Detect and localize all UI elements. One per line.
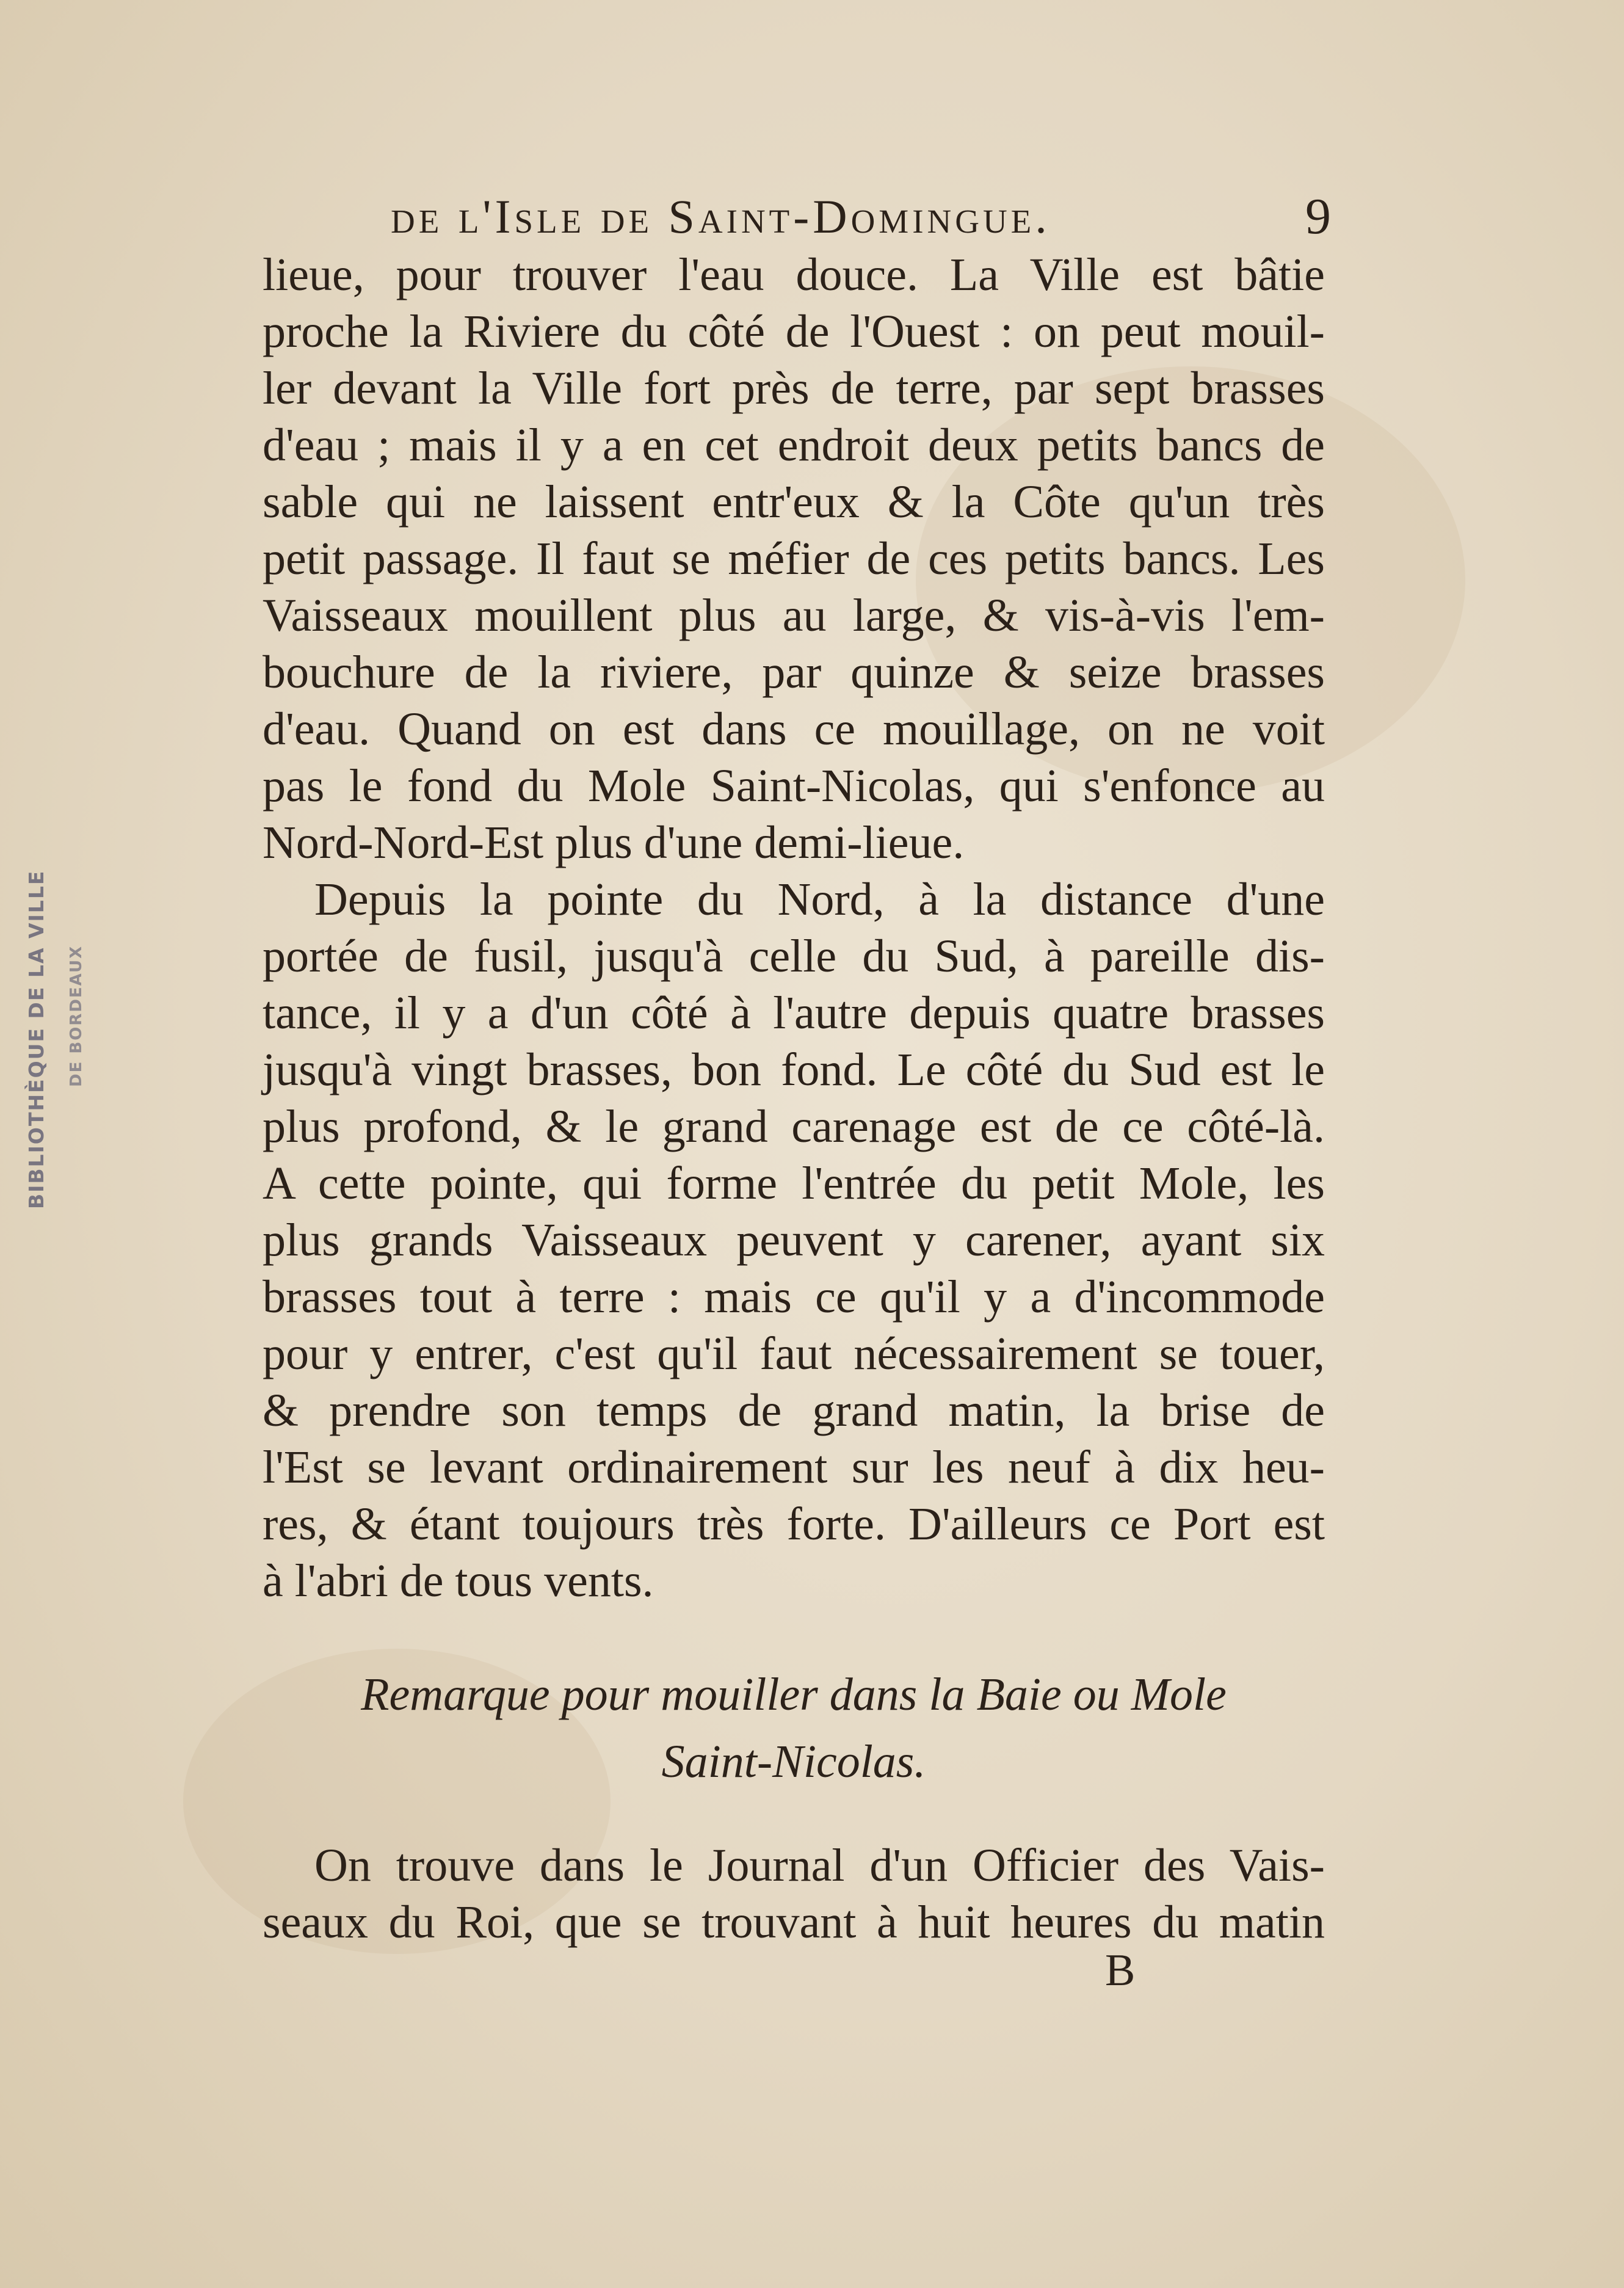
stamp-line-2: DE BORDEAUX [67,945,85,1087]
running-head [391,183,1331,250]
text-line: l'Est se levant ordinairement sur les neuf à dix heu- [263,1442,1325,1493]
text-line: d'eau ; mais il y a en cet endroit deux petits bancs de [263,419,1325,471]
text-line: jusqu'à vingt brasses, bon fond. Le côté du Sud est le [263,1044,1325,1095]
text-line: On trouve dans le Journal d'un Officier des Vais- [314,1840,1325,1891]
text-line: pour y entrer, c'est qu'il faut nécessairement se touer, [263,1328,1325,1379]
section-heading-line-1: Remarque pour mouiller dans la Baie ou Mole [361,1669,1227,1720]
text-line: plus profond, & le grand carenage est de ce côté-là. [263,1101,1325,1152]
text-line: bouchure de la riviere, par quinze & seize brasses [263,647,1325,698]
section-heading-line-2: Saint-Nicolas. [661,1736,926,1787]
text-line: d'eau. Quand on est dans ce mouillage, on ne voit [263,703,1325,755]
text-line: res, & étant toujours très forte. D'ailleurs ce Port est [263,1498,1325,1550]
text-line: seaux du Roi, que se trouvant à huit heures du matin [263,1897,1325,1948]
text-line: tance, il y a d'un côté à l'autre depuis quatre brasses [263,987,1325,1039]
text-line: petit passage. Il faut se méfier de ces petits bancs. Les [263,533,1325,584]
text-line: pas le fond du Mole Saint-Nicolas, qui s'enfonce au [263,760,1325,812]
text-line: Depuis la pointe du Nord, à la distance d'une [314,874,1325,925]
running-title: de l'Isle de Saint-Domingue. [391,190,1051,243]
text-line: ler devant la Ville fort près de terre, par sept brasses [263,363,1325,414]
text-line: sable qui ne laissent entr'eux & la Côte qu'un très [263,476,1325,528]
text-line: plus grands Vaisseaux peuvent y carener, ayant six [263,1215,1325,1266]
stamp-line-1: BIBLIOTHÈQUE DE LA VILLE [24,870,48,1209]
text-line: à l'abri de tous vents. [263,1555,654,1607]
text-line: Nord-Nord-Est plus d'une demi-lieue. [263,817,965,868]
text-line: brasses tout à terre : mais ce qu'il y a d'incommode [263,1271,1325,1323]
text-line: portée de fusil, jusqu'à celle du Sud, à pareille dis- [263,931,1325,982]
library-stamp [3,818,107,1233]
text-line: & prendre son temps de grand matin, la brise de [263,1385,1325,1436]
text-line: proche la Riviere du côté de l'Ouest : on peut mouil- [263,306,1325,357]
page-number: 9 [1305,188,1331,245]
text-line: lieue, pour trouver l'eau douce. La Ville est bâtie [263,249,1325,300]
text-line: Vaisseaux mouillent plus au large, & vis-à-vis l'em- [263,590,1325,641]
text-line: A cette pointe, qui forme l'entrée du petit Mole, les [263,1158,1325,1209]
signature-mark: B [1105,1945,1136,1996]
